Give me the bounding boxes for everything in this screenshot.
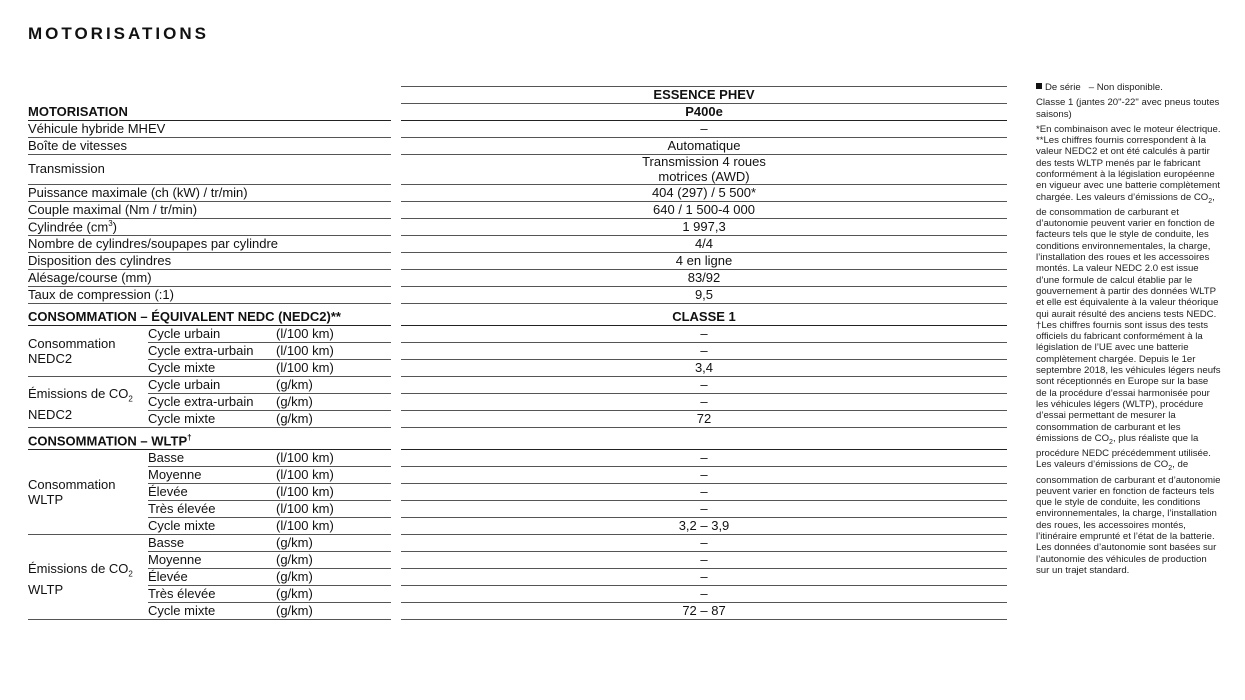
- table-row: [28, 154, 391, 185]
- table-row: [401, 286, 1007, 304]
- cycle-label: Cycle extra-urbain: [148, 394, 254, 409]
- table-row: [401, 393, 1007, 411]
- unit-label: (l/100 km): [276, 467, 334, 482]
- table-row: [28, 252, 391, 270]
- cycle-label: Cycle mixte: [148, 603, 216, 618]
- table-row: [401, 201, 1007, 219]
- dagger-note: †Les chiffres fournis sont issus des tests officiels du fabricant conformément à la législation de l’UE avec une batterie complètement chargée. Depuis le 1er septembre 2018, les véhicules légers neufs sont réceptionnés en Europe sur la base de la procédure d’essai harmonisée pour les véhicules légers (WLTP), procédure d’essai permettant de mesurer la consommation de carburant et les émissions de $CO_2$, plus réaliste que la procédure NEDC précédemment utilisée. Les valeurs d’émissions de $CO_2$, de consommation de carburant et d’autonomie peuvent varier en fonction de facteurs tels que le style de conduite, les conditions environnementales, la charge, l’installation des roues, les accessoires montés, l’itinéraire emprunté et l’état de la batterie. Les données d’autonomie sont basées sur l’autonomie des véhicules de production sur un trajet standard.: [1036, 319, 1221, 576]
- row-value: –: [700, 394, 708, 409]
- cycle-label: Moyenne: [148, 467, 202, 482]
- table-row: [401, 483, 1007, 501]
- table-row: [401, 218, 1007, 236]
- wltp-header-row: [28, 432, 391, 450]
- cycle-label: Moyenne: [148, 552, 202, 567]
- row-value: Automatique: [667, 138, 741, 153]
- cycle-label: Cycle urbain: [148, 377, 221, 392]
- row-value: 83/92: [687, 270, 721, 285]
- row-value: –: [700, 450, 708, 465]
- wltp-consumption-group-label: Consommation WLTP: [28, 477, 116, 507]
- cycle-label: Basse: [148, 535, 185, 550]
- table-row: [401, 534, 1007, 552]
- table-row: [28, 517, 391, 535]
- nedc-class-label: CLASSE 1: [672, 309, 736, 324]
- table-row: [401, 585, 1007, 603]
- table-row: [148, 376, 391, 394]
- unit-label: (g/km): [276, 552, 313, 567]
- nedc-header-row: [401, 308, 1007, 326]
- table-row: [148, 342, 391, 360]
- cycle-label: Très élevée: [148, 586, 216, 601]
- legend: De série – Non disponible.: [1036, 82, 1221, 93]
- row-value: –: [700, 377, 708, 392]
- cycle-label: Basse: [148, 450, 185, 465]
- unit-label: (l/100 km): [276, 518, 334, 533]
- wltp-header: CONSOMMATION – WLTP†: [28, 432, 192, 448]
- row-value: –: [700, 121, 708, 136]
- page-title: MOTORISATIONS: [28, 24, 209, 43]
- double-star-note: **Les chiffres fournis correspondent à la valeur NEDC2 et ont été calculés à partir des tests WLTP menés par le fabricant conformément à la législation européenne en vigueur avec une batterie complètement chargée. Les valeurs d’émissions de $CO_2$, de consommation de carburant et d’autonomie peuvent varier en fonction de facteurs tels que le style de conduite, les conditions environnementales, la charge, l’installation des roues et les accessoires montés. La valeur NEDC 2.0 est issue d’une formule de calcul établie par le gouvernement à partir des données WLTP et elle est équivalente à la valeur théorique qui aurait résulté des anciens tests NEDC.: [1036, 135, 1220, 320]
- cycle-label: Élevée: [148, 484, 188, 499]
- column-header-row: [401, 86, 1007, 104]
- unit-label: (l/100 km): [276, 450, 334, 465]
- standard-square-icon: [1036, 83, 1042, 89]
- table-row: [28, 137, 391, 155]
- motorisation-header-row: [28, 103, 391, 121]
- row-label: Couple maximal (Nm / tr/min): [28, 202, 198, 217]
- unit-label: (g/km): [276, 535, 313, 550]
- cycle-label: Cycle mixte: [148, 360, 216, 375]
- table-row: [401, 342, 1007, 360]
- row-label: Véhicule hybride MHEV: [28, 121, 166, 136]
- table-row: [401, 568, 1007, 586]
- table-row: [28, 286, 391, 304]
- row-label: Cylindrée $(cm^3)$: [28, 218, 117, 234]
- table-row: [148, 551, 391, 569]
- table-row: [401, 154, 1007, 185]
- table-row: [401, 137, 1007, 155]
- row-value: –: [700, 552, 708, 567]
- row-value: 4/4: [694, 236, 714, 251]
- unit-label: (g/km): [276, 377, 313, 392]
- table-row: [148, 534, 391, 552]
- row-value: 640 / 1 500-4 000: [653, 202, 755, 217]
- column-header-line1: ESSENCE PHEV: [653, 87, 755, 102]
- table-row: [28, 269, 391, 287]
- table-row: [148, 568, 391, 586]
- table-row: [401, 120, 1007, 138]
- star-note: *En combinaison avec le moteur électrique.: [1036, 123, 1221, 135]
- row-label: Boîte de vitesses: [28, 138, 127, 153]
- table-row: [401, 235, 1007, 253]
- table-row: [28, 218, 391, 236]
- table-row: [401, 252, 1007, 270]
- unit-label: (g/km): [276, 394, 313, 409]
- table-row: [28, 120, 391, 138]
- row-value: 4 en ligne: [675, 253, 733, 268]
- cycle-label: Cycle mixte: [148, 518, 216, 533]
- row-label: Puissance maximale (ch (kW) / tr/min): [28, 185, 248, 200]
- unit-label: (g/km): [276, 411, 313, 426]
- unit-label: (l/100 km): [276, 501, 334, 516]
- table-row: [148, 325, 391, 343]
- table-row: [148, 585, 391, 603]
- row-label: Nombre de cylindres/soupapes par cylindre: [28, 236, 279, 251]
- table-row: [28, 184, 391, 202]
- row-label: Disposition des cylindres: [28, 253, 172, 268]
- row-value: 404 (297) / 5 500*: [651, 185, 757, 200]
- unit-label: (g/km): [276, 603, 313, 618]
- row-value: 3,4: [694, 360, 714, 375]
- column-header-row-2: [401, 103, 1007, 121]
- table-row: [401, 325, 1007, 343]
- table-row: [401, 269, 1007, 287]
- cycle-label: Élevée: [148, 569, 188, 584]
- wltp-emissions-group-label: Émissions de $CO_2$ WLTP: [28, 561, 133, 597]
- row-value: 1 997,3: [682, 219, 726, 234]
- row-value: –: [700, 501, 708, 516]
- class-note: Classe 1 (jantes 20"-22" avec pneus toutes saisons): [1036, 97, 1220, 120]
- column-header-line2: P400e: [685, 104, 723, 119]
- nedc-consumption-group-label: Consommation NEDC2: [28, 336, 116, 366]
- row-value: –: [700, 343, 708, 358]
- unit-label: (l/100 km): [276, 360, 334, 375]
- table-row: [401, 517, 1007, 535]
- row-value: 72: [696, 411, 712, 426]
- table-row: [401, 376, 1007, 394]
- row-value: –: [700, 535, 708, 550]
- table-row: [148, 466, 391, 484]
- table-row: [401, 602, 1007, 620]
- unit-label: (l/100 km): [276, 484, 334, 499]
- row-value: –: [700, 467, 708, 482]
- row-value: –: [700, 326, 708, 341]
- row-value: 9,5: [694, 287, 714, 302]
- row-label: Taux de compression (:1): [28, 287, 174, 302]
- nedc-header: CONSOMMATION – ÉQUIVALENT NEDC (NEDC2)**: [28, 309, 341, 324]
- table-row: [148, 500, 391, 518]
- table-row: [28, 359, 391, 377]
- table-row: [28, 410, 391, 428]
- table-row: [401, 449, 1007, 467]
- row-value: –: [700, 586, 708, 601]
- row-value: –: [700, 484, 708, 499]
- row-value: Transmission 4 roues motrices (AWD): [642, 154, 766, 184]
- motorisation-header: MOTORISATION: [28, 104, 128, 119]
- table-row: [401, 410, 1007, 428]
- row-label: Alésage/course (mm): [28, 270, 152, 285]
- unit-label: (g/km): [276, 586, 313, 601]
- unit-label: (g/km): [276, 569, 313, 584]
- table-row: [401, 466, 1007, 484]
- table-row: [148, 483, 391, 501]
- table-row: [28, 235, 391, 253]
- row-label: Transmission: [28, 161, 105, 176]
- column-header-top-rule: [401, 70, 1007, 87]
- table-row: [401, 184, 1007, 202]
- wltp-header-row: [401, 432, 1007, 450]
- table-row: [401, 500, 1007, 518]
- table-row: [148, 393, 391, 411]
- cycle-label: Très élevée: [148, 501, 216, 516]
- cycle-label: Cycle urbain: [148, 326, 221, 341]
- row-value: 3,2 – 3,9: [678, 518, 730, 533]
- nedc-emissions-group-label: Émissions de $CO_2$ NEDC2: [28, 386, 133, 422]
- footnotes: [1036, 82, 1221, 580]
- table-row: [148, 449, 391, 467]
- cycle-label: Cycle extra-urbain: [148, 343, 254, 358]
- unit-label: (l/100 km): [276, 326, 334, 341]
- row-value: –: [700, 569, 708, 584]
- table-row: [28, 602, 391, 620]
- nedc-header-row: [28, 308, 391, 326]
- row-value: 72 – 87: [682, 603, 726, 618]
- table-row: [401, 551, 1007, 569]
- table-row: [401, 359, 1007, 377]
- unit-label: (l/100 km): [276, 343, 334, 358]
- cycle-label: Cycle mixte: [148, 411, 216, 426]
